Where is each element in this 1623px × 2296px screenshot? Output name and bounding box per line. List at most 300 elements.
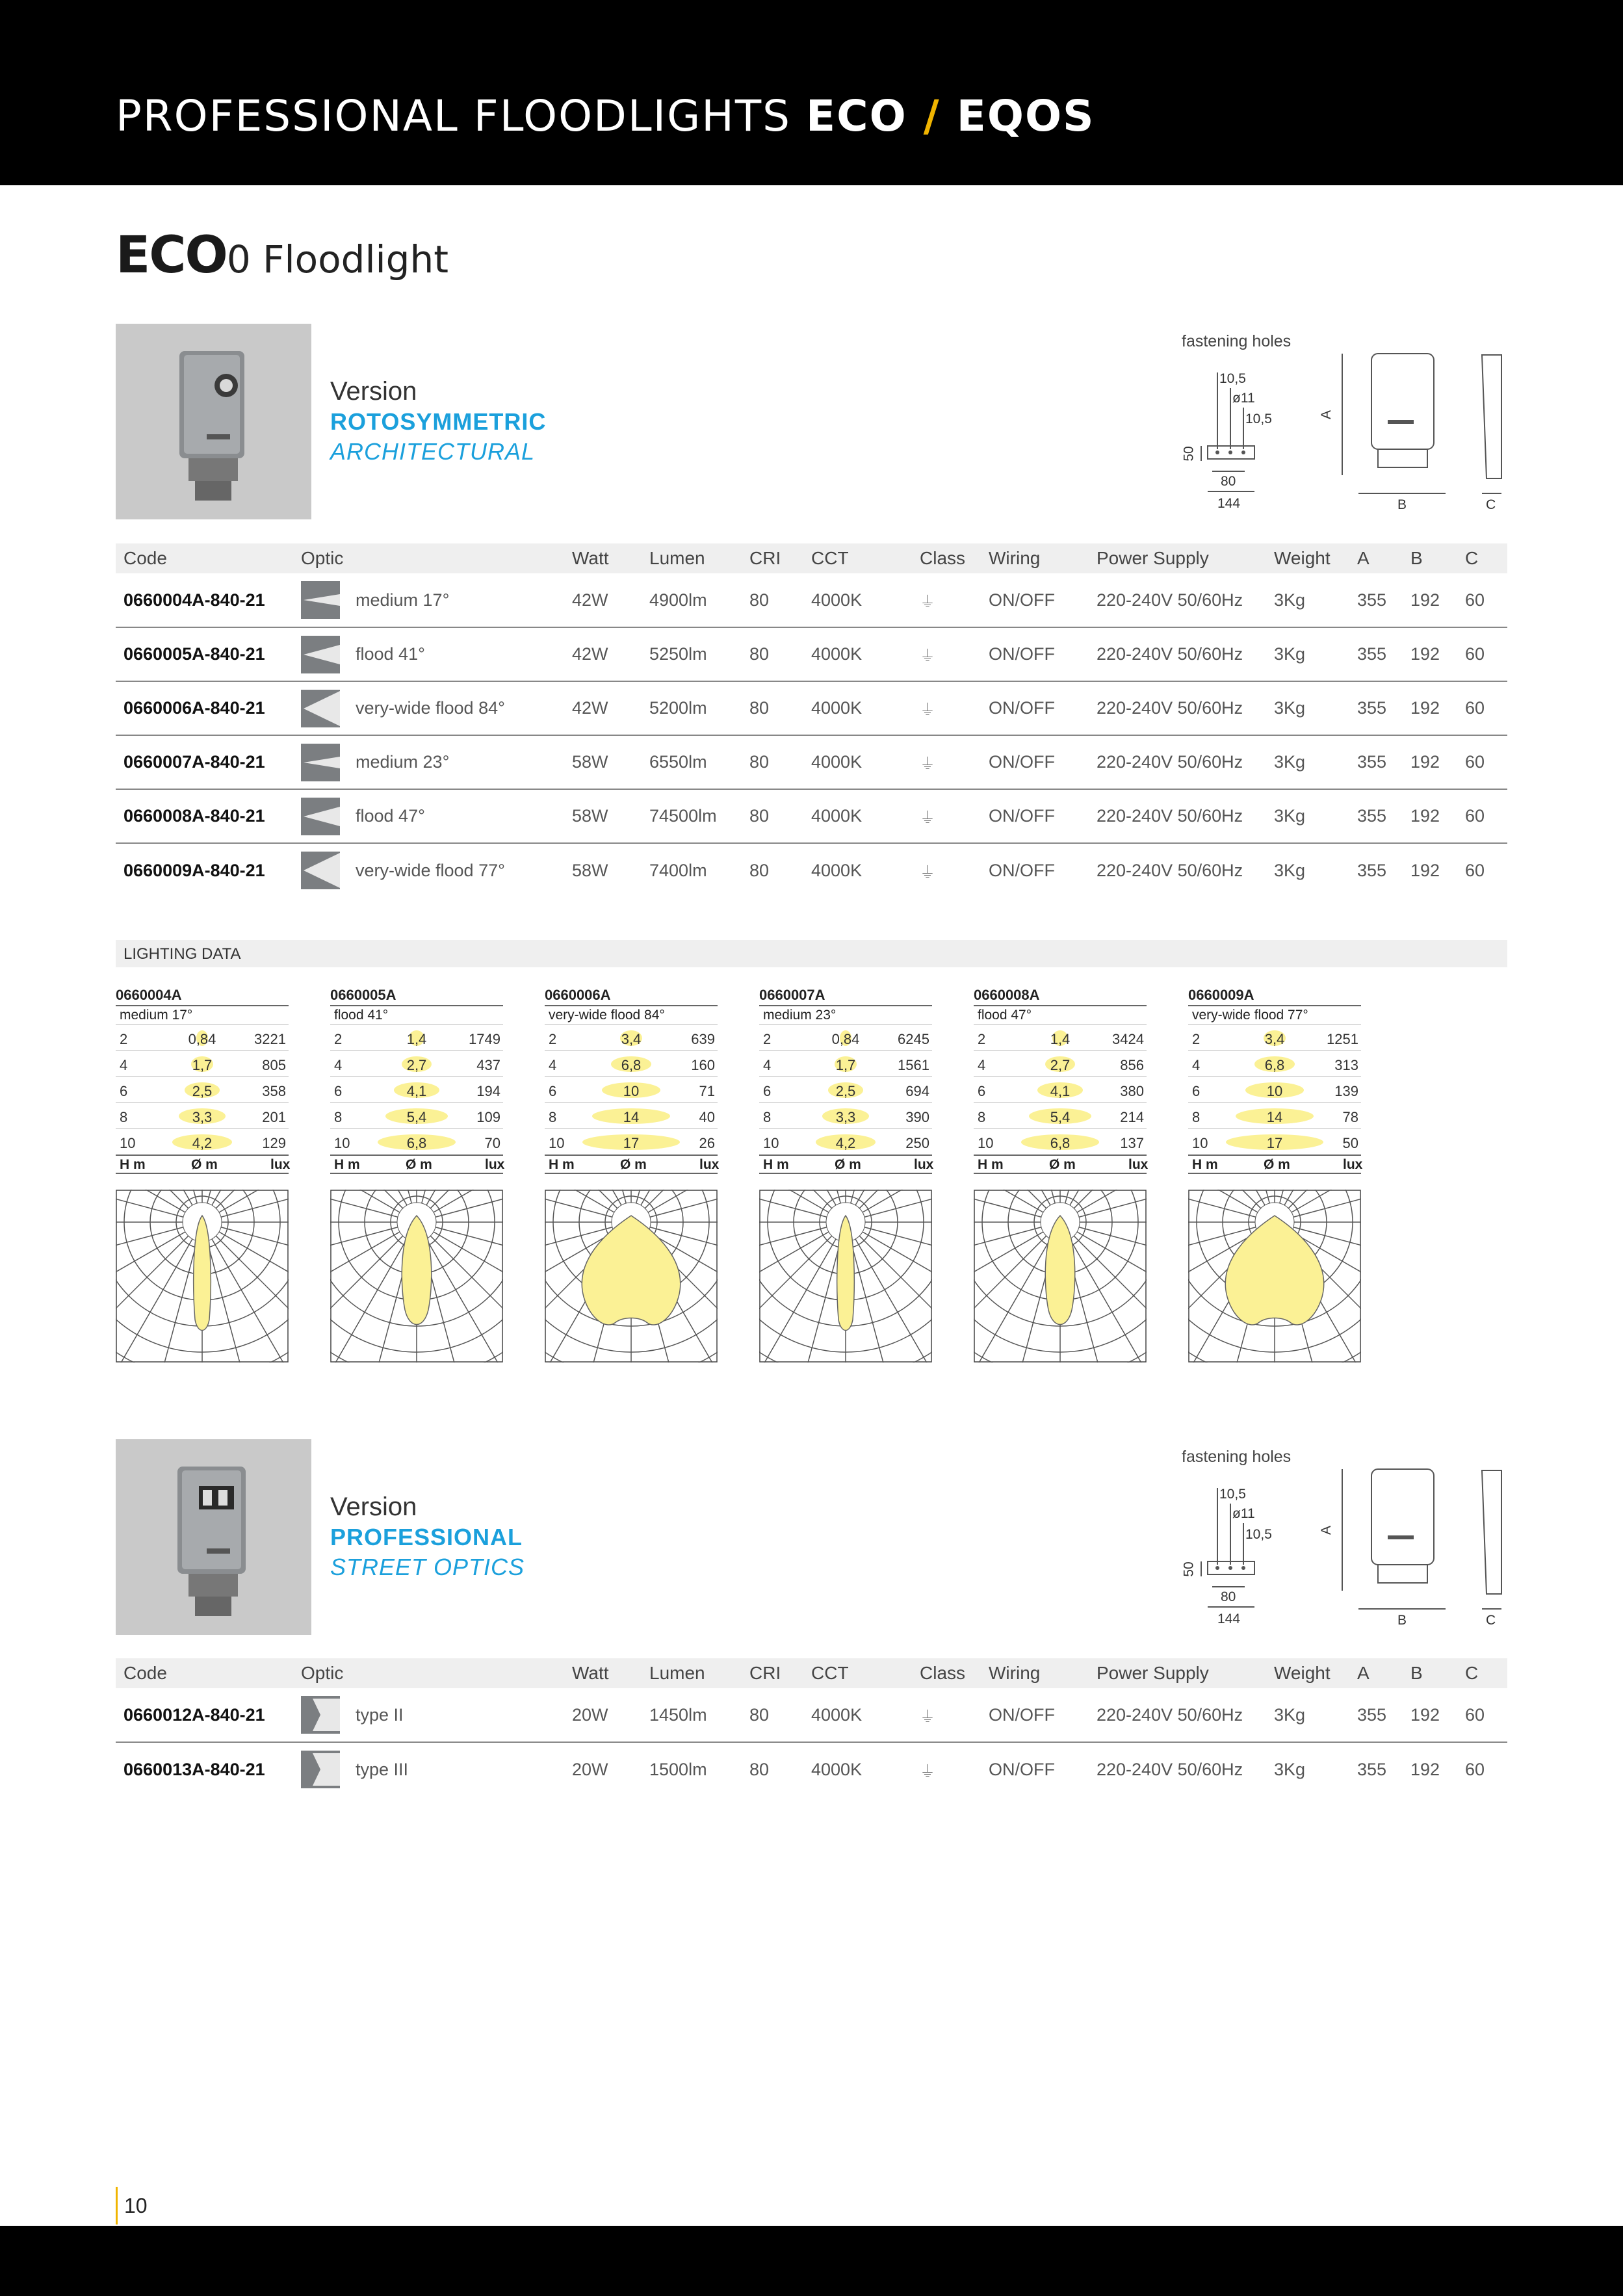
lighting-diameter: 5,4 — [1050, 1109, 1071, 1125]
lighting-diameter: 3,3 — [192, 1109, 213, 1125]
photometric-curve — [837, 1216, 855, 1331]
lighting-lux: 805 — [262, 1057, 286, 1073]
cell-c: 60 — [1457, 681, 1507, 735]
cell-lumen: 6550lm — [642, 735, 742, 789]
optic-label: type III — [356, 1759, 409, 1779]
optic-beam-icon — [301, 690, 340, 727]
lighting-lux: 50 — [1342, 1135, 1358, 1151]
lighting-height: 6 — [549, 1083, 557, 1099]
cell-wiring: ON/OFF — [981, 789, 1089, 843]
cell-lumen: 5200lm — [642, 681, 742, 735]
cell-a: 355 — [1349, 627, 1403, 681]
dim-d2: ø11 — [1232, 1506, 1255, 1521]
col-weight: Weight — [1266, 1658, 1349, 1688]
lighting-diameter: 1,7 — [835, 1057, 856, 1073]
floodlight-image — [116, 324, 311, 519]
table-row — [116, 627, 1507, 681]
lighting-height: 8 — [549, 1109, 557, 1125]
lighting-height: 2 — [549, 1031, 557, 1047]
lighting-row — [330, 1128, 503, 1155]
lighting-lux: 390 — [905, 1109, 929, 1125]
cell-wiring: ON/OFF — [989, 1759, 1055, 1779]
class-earth-icon: ⏚ — [920, 755, 935, 773]
cell-cri: 80 — [742, 1688, 803, 1742]
lighting-lux: 380 — [1120, 1083, 1144, 1099]
cell-code: 0660012A-840-21 — [116, 1688, 293, 1742]
lighting-row — [1188, 1128, 1361, 1155]
optic-cell — [301, 690, 564, 727]
lighting-block — [545, 987, 718, 1174]
col-wiring: Wiring — [981, 1658, 1089, 1688]
cell-weight: 3Kg — [1266, 681, 1349, 735]
cell-a: 355 — [1349, 1688, 1403, 1742]
cell-watt: 58W — [572, 860, 608, 880]
lighting-height: 6 — [763, 1083, 772, 1099]
lighting-lux: 3424 — [1112, 1031, 1144, 1047]
cell-class — [912, 1742, 981, 1796]
lighting-diameter: 3,4 — [1264, 1031, 1285, 1047]
cell-power: 220-240V 50/60Hz — [1089, 1688, 1266, 1742]
lighting-diameter: 3,3 — [835, 1109, 856, 1125]
cell-class — [912, 627, 981, 681]
version-name: PROFESSIONAL — [330, 1524, 523, 1550]
table-header — [116, 1658, 1507, 1688]
dim-w1: 80 — [1221, 1589, 1236, 1604]
lighting-code: 0660009A — [1188, 987, 1254, 1003]
lighting-diameter: 0,84 — [831, 1031, 860, 1047]
col-optic: Optic — [293, 543, 564, 573]
lighting-block — [330, 987, 503, 1174]
cell-cct: 4000K — [803, 573, 912, 627]
lighting-diameter: 5,4 — [406, 1109, 427, 1125]
cell-watt: 42W — [564, 573, 642, 627]
col-cri: CRI — [742, 1658, 803, 1688]
dimension-drawing — [1176, 1448, 1514, 1643]
lighting-footer — [759, 1155, 932, 1174]
lighting-diameter: 1,7 — [192, 1057, 213, 1073]
lighting-row — [1188, 1024, 1361, 1050]
lighting-lux: 639 — [691, 1031, 715, 1047]
product-brand: ECO — [116, 226, 227, 285]
optic-label: flood 41° — [356, 644, 425, 664]
cell-b: 192 — [1403, 573, 1457, 627]
lighting-footer-d: Ø m — [406, 1157, 432, 1172]
lighting-block — [974, 987, 1147, 1174]
lighting-diameter: 2,7 — [406, 1057, 427, 1073]
cell-lumen: 74500lm — [642, 789, 742, 843]
header-bar — [0, 0, 1623, 185]
lighting-height: 6 — [1192, 1083, 1201, 1099]
lighting-height: 6 — [978, 1083, 986, 1099]
lighting-height: 4 — [1192, 1057, 1201, 1073]
lighting-footer-h: H m — [978, 1157, 1004, 1172]
lighting-lux: 250 — [905, 1135, 929, 1151]
cell-code: 0660006A-840-21 — [116, 681, 293, 735]
cell-weight: 3Kg — [1274, 860, 1306, 880]
lighting-optic: flood 47° — [974, 1005, 1147, 1024]
lighting-row — [759, 1102, 932, 1128]
product-photo-rotosymmetric — [116, 324, 311, 519]
lighting-footer — [116, 1155, 289, 1174]
class-earth-icon: ⏚ — [920, 647, 935, 665]
optic-cell — [301, 581, 564, 619]
cell-b: 192 — [1403, 627, 1457, 681]
lighting-row — [759, 1024, 932, 1050]
col-power: Power Supply — [1089, 543, 1266, 573]
lighting-lux: 109 — [476, 1109, 500, 1125]
version-label: Version — [330, 1493, 417, 1521]
lighting-code: 0660008A — [974, 987, 1040, 1003]
lighting-diameter: 2,5 — [192, 1083, 213, 1099]
header-title — [116, 91, 1095, 141]
lighting-row — [330, 1076, 503, 1102]
table-row — [116, 573, 1507, 627]
dimension-drawing — [1176, 332, 1514, 527]
lighting-data-bar — [116, 940, 1507, 967]
lighting-diameter: 6,8 — [1264, 1057, 1285, 1073]
lighting-optic: medium 23° — [759, 1005, 932, 1024]
cell-class — [912, 681, 981, 735]
lighting-row — [974, 1024, 1147, 1050]
dim-c: C — [1486, 497, 1496, 512]
polar-diagram — [545, 1190, 718, 1363]
cell-power: 220-240V 50/60Hz — [1097, 1759, 1243, 1779]
lighting-row — [116, 1128, 289, 1155]
lighting-lux: 40 — [699, 1109, 715, 1125]
cell-cri: 80 — [742, 789, 803, 843]
lighting-optic: very-wide flood 84° — [545, 1005, 718, 1024]
cell-optic — [293, 1742, 564, 1796]
cell-optic — [293, 681, 564, 735]
col-class: Class — [912, 1658, 981, 1688]
optic-cell — [301, 852, 564, 889]
photometric-curve — [582, 1216, 680, 1325]
optic-beam-icon — [301, 636, 340, 673]
spec-table-professional — [116, 1658, 1507, 1796]
lighting-diameter: 4,2 — [835, 1135, 856, 1151]
header-title-eco: ECO — [806, 91, 907, 141]
class-earth-icon: ⏚ — [920, 701, 935, 719]
lighting-height: 4 — [763, 1057, 772, 1073]
cell-cct: 4000K — [811, 1759, 863, 1779]
optic-label: very-wide flood 84° — [356, 698, 505, 718]
lighting-code: 0660006A — [545, 987, 611, 1003]
class-earth-icon: ⏚ — [920, 1762, 935, 1781]
cell-weight: 3Kg — [1266, 735, 1349, 789]
lighting-row — [116, 1102, 289, 1128]
lighting-lux: 1251 — [1327, 1031, 1358, 1047]
header-title-slash: / — [907, 91, 957, 141]
class-earth-icon: ⏚ — [920, 593, 935, 611]
lighting-row — [545, 1102, 718, 1128]
lighting-row — [330, 1050, 503, 1076]
lighting-height: 4 — [334, 1057, 343, 1073]
col-wiring: Wiring — [981, 543, 1089, 573]
cell-power: 220-240V 50/60Hz — [1089, 627, 1266, 681]
cell-optic — [293, 735, 564, 789]
optic-beam-icon — [301, 1696, 340, 1734]
lighting-row — [545, 1076, 718, 1102]
cell-c: 60 — [1465, 860, 1485, 880]
cell-weight: 3Kg — [1266, 573, 1349, 627]
cell-weight: 3Kg — [1274, 1759, 1306, 1779]
col-cri: CRI — [742, 543, 803, 573]
cell-wiring: ON/OFF — [981, 1688, 1089, 1742]
lighting-row — [1188, 1102, 1361, 1128]
cell-code: 0660005A-840-21 — [116, 627, 293, 681]
lighting-row — [759, 1076, 932, 1102]
cell-cct: 4000K — [811, 860, 863, 880]
lighting-footer-lux: lux — [1343, 1157, 1363, 1172]
cell-c: 60 — [1457, 627, 1507, 681]
col-cct: CCT — [803, 543, 912, 573]
lighting-lux: 694 — [905, 1083, 929, 1099]
lighting-lux: 71 — [699, 1083, 715, 1099]
lighting-footer — [545, 1155, 718, 1174]
lighting-lux: 856 — [1120, 1057, 1144, 1073]
lighting-height: 6 — [334, 1083, 343, 1099]
lighting-optic: flood 41° — [330, 1005, 503, 1024]
lighting-footer — [1188, 1155, 1361, 1174]
cell-c: 60 — [1457, 789, 1507, 843]
cell-cri: 80 — [742, 573, 803, 627]
lighting-row — [974, 1102, 1147, 1128]
lighting-footer-h: H m — [1192, 1157, 1218, 1172]
class-earth-icon: ⏚ — [920, 863, 935, 881]
cell-watt: 20W — [572, 1759, 608, 1779]
cell-cct: 4000K — [803, 627, 912, 681]
cell-power: 220-240V 50/60Hz — [1089, 735, 1266, 789]
lighting-block — [116, 987, 289, 1174]
lighting-diameter: 2,7 — [1050, 1057, 1071, 1073]
lighting-row — [545, 1024, 718, 1050]
col-watt: Watt — [564, 543, 642, 573]
class-earth-icon: ⏚ — [920, 809, 935, 827]
lighting-diameter: 4,1 — [406, 1083, 427, 1099]
cell-code: 0660008A-840-21 — [116, 789, 293, 843]
cell-code: 0660004A-840-21 — [116, 573, 293, 627]
lighting-height: 2 — [978, 1031, 986, 1047]
lighting-diameter: 1,4 — [1050, 1031, 1071, 1047]
optic-beam-icon — [301, 744, 340, 781]
col-lumen: Lumen — [642, 543, 742, 573]
polar-diagram — [974, 1190, 1147, 1363]
lighting-footer-lux: lux — [485, 1157, 505, 1172]
cell-cri: 80 — [742, 681, 803, 735]
lighting-diameter: 14 — [623, 1109, 640, 1125]
photometric-curve — [194, 1216, 211, 1331]
col-power: Power Supply — [1089, 1658, 1266, 1688]
cell-cct: 4000K — [803, 1688, 912, 1742]
lighting-lux: 194 — [476, 1083, 500, 1099]
lighting-lux: 3221 — [254, 1031, 286, 1047]
cell-a: 355 — [1349, 573, 1403, 627]
lighting-height: 4 — [978, 1057, 986, 1073]
dim-d3: 10,5 — [1245, 1527, 1272, 1542]
lighting-footer-h: H m — [763, 1157, 789, 1172]
table-row — [116, 789, 1507, 843]
lighting-lux: 129 — [262, 1135, 286, 1151]
lighting-diameter: 0,84 — [188, 1031, 216, 1047]
col-lumen: Lumen — [642, 1658, 742, 1688]
cell-c: 60 — [1457, 1688, 1507, 1742]
polar-diagram — [1188, 1190, 1361, 1363]
lighting-lux: 214 — [1120, 1109, 1144, 1125]
lighting-row — [545, 1050, 718, 1076]
optic-cell — [301, 798, 564, 835]
cell-optic — [293, 573, 564, 627]
col-class: Class — [912, 543, 981, 573]
cell-a: 355 — [1349, 789, 1403, 843]
photometric-curve — [1225, 1216, 1323, 1325]
cell-class — [912, 735, 981, 789]
col-c: C — [1457, 1658, 1507, 1688]
lighting-lux: 139 — [1334, 1083, 1358, 1099]
lighting-footer — [974, 1155, 1147, 1174]
cell-code: 0660007A-840-21 — [116, 735, 293, 789]
cell-class — [912, 1688, 981, 1742]
optic-beam-icon — [301, 1751, 340, 1788]
cell-watt: 42W — [564, 627, 642, 681]
version-rotosymmetric — [330, 376, 546, 467]
lighting-footer-lux: lux — [270, 1157, 291, 1172]
lighting-lux: 358 — [262, 1083, 286, 1099]
lighting-row — [974, 1076, 1147, 1102]
lighting-height: 2 — [1192, 1031, 1201, 1047]
lighting-row — [116, 1050, 289, 1076]
lighting-lux: 6245 — [898, 1031, 929, 1047]
optic-beam-icon — [301, 581, 340, 619]
dim-d1: 10,5 — [1219, 371, 1246, 386]
lighting-lux: 437 — [476, 1057, 500, 1073]
lighting-row — [759, 1050, 932, 1076]
cell-b: 192 — [1403, 735, 1457, 789]
lighting-footer-d: Ø m — [835, 1157, 861, 1172]
col-a: A — [1349, 1658, 1403, 1688]
lighting-code: 0660007A — [759, 987, 825, 1003]
lighting-height: 2 — [763, 1031, 772, 1047]
col-weight: Weight — [1266, 543, 1349, 573]
cell-wiring: ON/OFF — [981, 735, 1089, 789]
cell-code: 0660009A-840-21 — [123, 860, 265, 880]
cell-weight: 3Kg — [1266, 627, 1349, 681]
cell-cri: 80 — [749, 1759, 770, 1779]
polar-diagram — [330, 1190, 503, 1363]
dim-c: C — [1486, 1613, 1496, 1628]
col-optic: Optic — [293, 1658, 564, 1688]
lighting-diameter: 6,8 — [406, 1135, 427, 1151]
cell-b: 192 — [1410, 1759, 1440, 1779]
cell-c: 60 — [1465, 1759, 1485, 1779]
dim-d2: ø11 — [1232, 391, 1255, 406]
lighting-lux: 1749 — [469, 1031, 500, 1047]
table-row — [116, 1742, 1507, 1796]
version-type: STREET OPTICS — [330, 1554, 525, 1580]
cell-cct: 4000K — [803, 681, 912, 735]
spec-table-rotosymmetric — [116, 543, 1507, 897]
lighting-row — [974, 1128, 1147, 1155]
cell-weight: 3Kg — [1266, 789, 1349, 843]
product-subtitle: 0 Floodlight — [226, 237, 448, 281]
col-b: B — [1403, 543, 1457, 573]
cell-lumen: 1500lm — [649, 1759, 707, 1779]
cell-cct: 4000K — [803, 735, 912, 789]
cell-cri: 80 — [749, 860, 770, 880]
optic-label: type II — [356, 1704, 404, 1725]
lighting-optic: very-wide flood 77° — [1188, 1005, 1361, 1024]
cell-class — [912, 843, 981, 897]
lighting-block — [1188, 987, 1361, 1174]
version-type: ARCHITECTURAL — [330, 438, 536, 465]
lighting-height: 8 — [1192, 1109, 1201, 1125]
cell-code: 0660013A-840-21 — [123, 1759, 265, 1779]
lighting-optic: medium 17° — [116, 1005, 289, 1024]
table-row — [116, 843, 1507, 897]
lighting-footer-d: Ø m — [191, 1157, 218, 1172]
cell-wiring: ON/OFF — [981, 573, 1089, 627]
optic-beam-icon — [301, 852, 340, 889]
cell-optic — [293, 789, 564, 843]
dim-a: A — [1319, 1525, 1334, 1535]
optic-label: flood 47° — [356, 806, 425, 826]
lighting-lux: 160 — [691, 1057, 715, 1073]
cell-power: 220-240V 50/60Hz — [1089, 681, 1266, 735]
cell-cri: 80 — [742, 735, 803, 789]
dim-b: B — [1397, 497, 1407, 512]
cell-class — [912, 573, 981, 627]
lighting-row — [116, 1076, 289, 1102]
dim-w2: 144 — [1217, 1611, 1241, 1626]
lighting-height: 8 — [334, 1109, 343, 1125]
cell-optic — [293, 1688, 564, 1742]
cell-watt: 20W — [564, 1688, 642, 1742]
lighting-diameter: 4,1 — [1050, 1083, 1071, 1099]
cell-cri: 80 — [742, 627, 803, 681]
optic-label: medium 17° — [356, 590, 450, 610]
polar-diagram — [759, 1190, 932, 1363]
lighting-diameter: 4,2 — [192, 1135, 213, 1151]
cell-lumen: 7400lm — [649, 860, 707, 880]
lighting-height: 10 — [1192, 1135, 1208, 1151]
optic-beam-icon — [301, 798, 340, 835]
lighting-row — [1188, 1050, 1361, 1076]
cell-power: 220-240V 50/60Hz — [1097, 860, 1243, 880]
lighting-row — [545, 1128, 718, 1155]
cell-power: 220-240V 50/60Hz — [1089, 789, 1266, 843]
dim-h: 50 — [1181, 1561, 1197, 1577]
dim-d1: 10,5 — [1219, 1487, 1246, 1502]
dim-h: 50 — [1181, 446, 1197, 462]
lighting-diameter: 17 — [623, 1135, 640, 1151]
lighting-footer-h: H m — [120, 1157, 146, 1172]
cell-lumen: 4900lm — [642, 573, 742, 627]
lighting-code: 0660005A — [330, 987, 396, 1003]
col-c: C — [1457, 543, 1507, 573]
cell-b: 192 — [1403, 1688, 1457, 1742]
lighting-footer-h: H m — [334, 1157, 360, 1172]
cell-b: 192 — [1403, 789, 1457, 843]
lighting-code: 0660004A — [116, 987, 182, 1003]
lighting-diameter: 1,4 — [406, 1031, 427, 1047]
lighting-diameter: 6,8 — [621, 1057, 642, 1073]
floodlight-image — [116, 1439, 311, 1635]
optic-cell — [301, 636, 564, 673]
dim-d3: 10,5 — [1245, 411, 1272, 426]
lighting-diameter: 17 — [1266, 1135, 1283, 1151]
lighting-footer-lux: lux — [1128, 1157, 1149, 1172]
optic-label: very-wide flood 77° — [356, 860, 505, 880]
cell-c: 60 — [1457, 735, 1507, 789]
